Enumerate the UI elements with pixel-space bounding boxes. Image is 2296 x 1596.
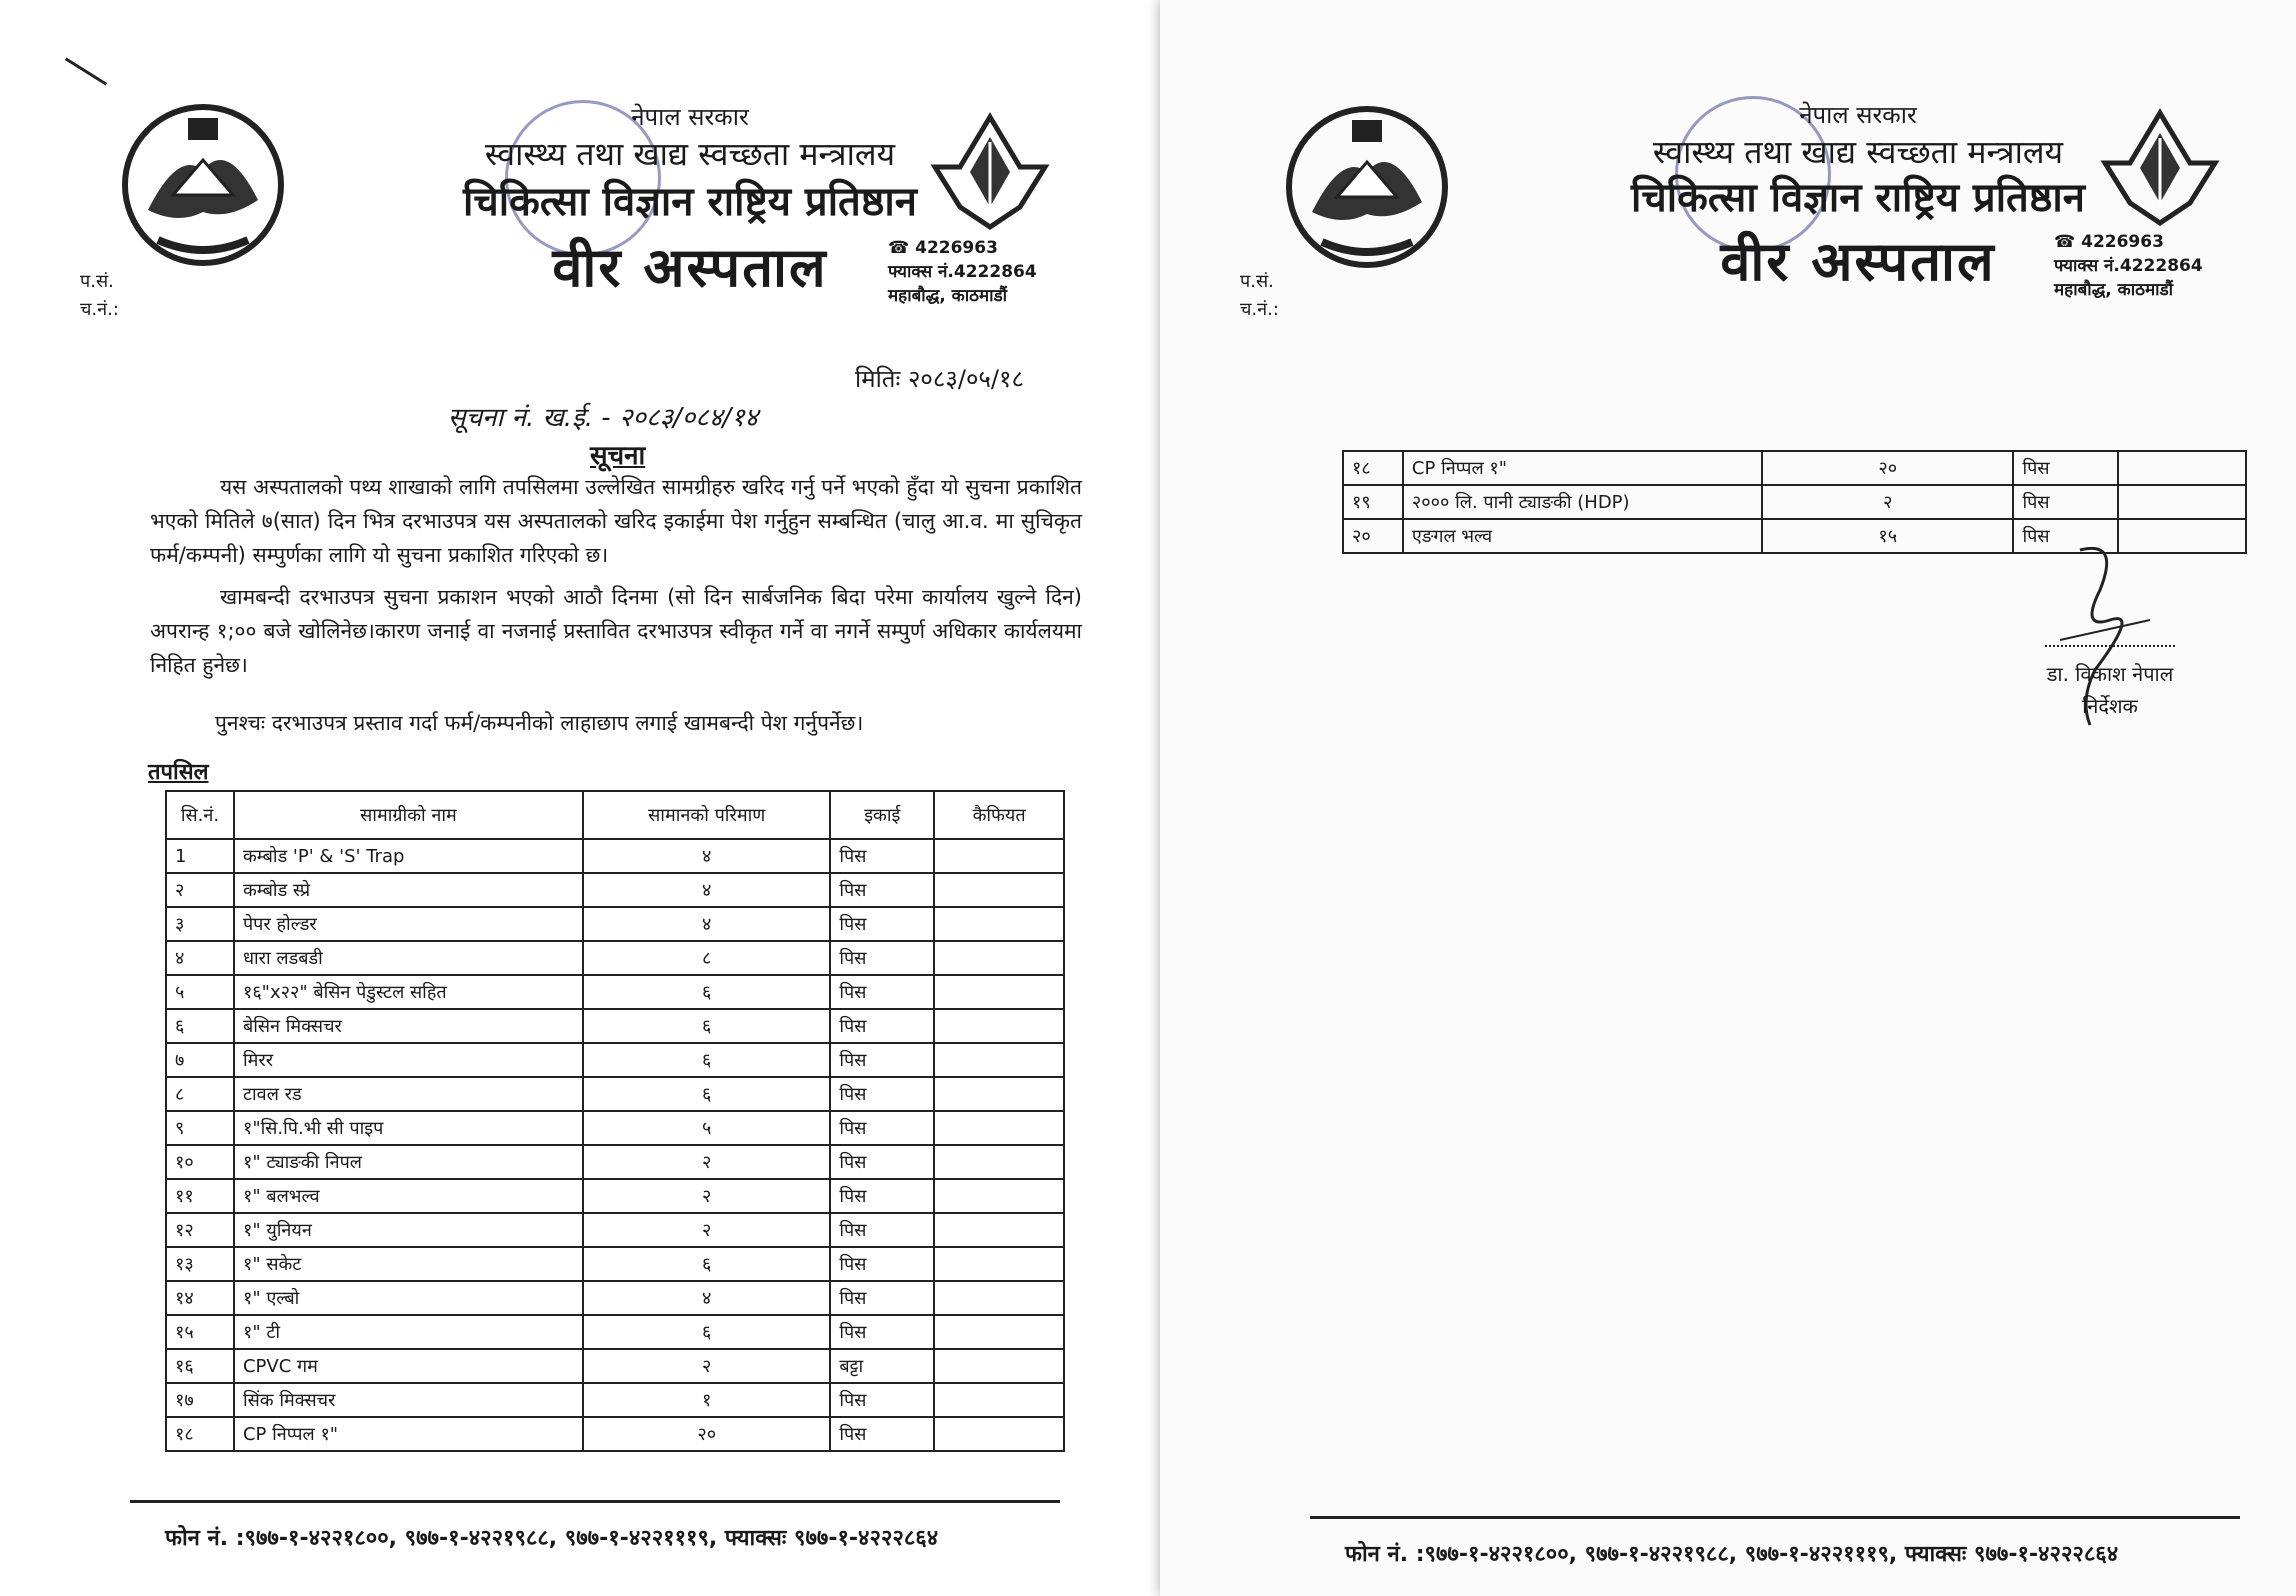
items-table-continued bbox=[1342, 450, 2247, 554]
cell-quantity: २ bbox=[1762, 485, 2013, 519]
table-header-row bbox=[166, 791, 1064, 839]
header-serial: सि.नं. bbox=[166, 791, 234, 839]
notice-date: मितिः २०८३/०५/१८ bbox=[855, 365, 1024, 393]
cell-unit: बट्टा bbox=[830, 1349, 934, 1383]
address: महाबौद्ध, काठमाडौं bbox=[888, 286, 1008, 306]
cell-remarks bbox=[934, 1247, 1064, 1281]
cell-unit: पिस bbox=[830, 1247, 934, 1281]
table-row bbox=[166, 1213, 1064, 1247]
header-remarks: कैफियत bbox=[934, 791, 1064, 839]
cell-serial: १३ bbox=[166, 1247, 234, 1281]
table-row bbox=[166, 1315, 1064, 1349]
government-name: नेपाल सरकार bbox=[631, 103, 749, 131]
footer-divider bbox=[130, 1500, 1060, 1503]
cell-quantity: ४ bbox=[583, 907, 830, 941]
notice-paragraph-3: पुनश्चः दरभाउपत्र प्रस्ताव गर्दा फर्म/कम्पनीको लाहाछाप लगाई खामबन्दी पेश गर्नुपर्नेछ। bbox=[215, 711, 864, 735]
cell-unit: पिस bbox=[830, 1281, 934, 1315]
cell-item-name: १" बलभल्व bbox=[234, 1179, 583, 1213]
hospital-name: वीर अस्पताल bbox=[1720, 230, 1996, 293]
cell-quantity: ६ bbox=[583, 975, 830, 1009]
cell-quantity: ४ bbox=[583, 873, 830, 907]
ministry-name: स्वास्थ्य तथा खाद्य स्वच्छता मन्त्रालय bbox=[1652, 133, 2064, 171]
cell-item-name: एङगल भल्व bbox=[1403, 519, 1762, 553]
cell-remarks bbox=[2118, 451, 2246, 485]
cell-unit: पिस bbox=[830, 1111, 934, 1145]
cell-remarks bbox=[934, 1383, 1064, 1417]
table-row bbox=[166, 1009, 1064, 1043]
footer-divider bbox=[1310, 1516, 2240, 1519]
cell-remarks bbox=[934, 941, 1064, 975]
cell-remarks bbox=[934, 1213, 1064, 1247]
cell-serial: २० bbox=[1343, 519, 1403, 553]
ps-label: प.सं. bbox=[80, 271, 114, 292]
cell-serial: ३ bbox=[166, 907, 234, 941]
contact-block bbox=[888, 236, 1037, 308]
cell-item-name: पेपर होल्डर bbox=[234, 907, 583, 941]
table-row bbox=[166, 907, 1064, 941]
pen-mark bbox=[65, 58, 107, 86]
cell-serial: ४ bbox=[166, 941, 234, 975]
cell-item-name: CP निप्पल १" bbox=[234, 1417, 583, 1451]
institute-name: चिकित्सा विज्ञान राष्ट्रिय प्रतिष्ठान bbox=[1631, 175, 2085, 221]
cell-unit: पिस bbox=[2013, 451, 2118, 485]
cell-serial: ६ bbox=[166, 1009, 234, 1043]
cell-item-name: १"सि.पि.भी सी पाइप bbox=[234, 1111, 583, 1145]
cell-serial: १६ bbox=[166, 1349, 234, 1383]
cell-remarks bbox=[934, 839, 1064, 873]
table-row bbox=[166, 1281, 1064, 1315]
cell-unit: पिस bbox=[2013, 485, 2118, 519]
cell-item-name: २००० लि. पानी ट्याङकी (HDP) bbox=[1403, 485, 1762, 519]
cell-serial: १५ bbox=[166, 1315, 234, 1349]
cell-serial: ११ bbox=[166, 1179, 234, 1213]
cell-quantity: ६ bbox=[583, 1247, 830, 1281]
cell-serial: १७ bbox=[166, 1383, 234, 1417]
cell-unit: पिस bbox=[2013, 519, 2118, 553]
address: महाबौद्ध, काठमाडौं bbox=[2054, 280, 2174, 300]
cell-item-name: १" ट्याङकी निपल bbox=[234, 1145, 583, 1179]
notice-number: सूचना नं. ख.ई. - २०८३/०८४/१४ bbox=[448, 403, 759, 433]
cell-item-name: १" टी bbox=[234, 1315, 583, 1349]
cell-quantity: ६ bbox=[583, 1043, 830, 1077]
cell-item-name: १६"x२२" बेसिन पेडुस्टल सहित bbox=[234, 975, 583, 1009]
cell-item-name: सिंक मिक्सचर bbox=[234, 1383, 583, 1417]
cell-unit: पिस bbox=[830, 907, 934, 941]
header-item-name: सामाग्रीको नाम bbox=[234, 791, 583, 839]
table-row bbox=[166, 1349, 1064, 1383]
phone-number: 4226963 bbox=[915, 238, 998, 258]
schedule-heading: तपसिल bbox=[148, 760, 209, 785]
table-row bbox=[166, 975, 1064, 1009]
cell-remarks bbox=[2118, 485, 2246, 519]
table-row bbox=[166, 1383, 1064, 1417]
ps-label: प.सं. bbox=[1240, 271, 1274, 292]
cell-serial: १२ bbox=[166, 1213, 234, 1247]
cell-quantity: ८ bbox=[583, 941, 830, 975]
cell-serial: १९ bbox=[1343, 485, 1403, 519]
cell-unit: पिस bbox=[830, 1179, 934, 1213]
cell-item-name: १" युनियन bbox=[234, 1213, 583, 1247]
cell-remarks bbox=[934, 1349, 1064, 1383]
cell-unit: पिस bbox=[830, 873, 934, 907]
table-row bbox=[1343, 451, 2246, 485]
cell-remarks bbox=[934, 1009, 1064, 1043]
fax-number: फ्याक्स नं.4222864 bbox=[888, 262, 1037, 282]
cell-remarks bbox=[934, 1111, 1064, 1145]
table-row bbox=[166, 873, 1064, 907]
cell-quantity: ६ bbox=[583, 1077, 830, 1111]
cell-item-name: १" एल्बो bbox=[234, 1281, 583, 1315]
cell-remarks bbox=[934, 1315, 1064, 1349]
cell-quantity: २ bbox=[583, 1145, 830, 1179]
reference-labels bbox=[80, 268, 119, 324]
table-row bbox=[1343, 485, 2246, 519]
table-row bbox=[166, 1077, 1064, 1111]
phone-icon: ☎ bbox=[888, 238, 910, 258]
notice-page-2 bbox=[1160, 0, 2296, 1596]
cell-quantity: १५ bbox=[1762, 519, 2013, 553]
signatory bbox=[2010, 658, 2210, 722]
table-row bbox=[166, 1111, 1064, 1145]
header-unit: इकाई bbox=[830, 791, 934, 839]
cell-unit: पिस bbox=[830, 1213, 934, 1247]
cell-unit: पिस bbox=[830, 1077, 934, 1111]
cell-quantity: १ bbox=[583, 1383, 830, 1417]
table-row bbox=[166, 1145, 1064, 1179]
cell-serial: १० bbox=[166, 1145, 234, 1179]
cell-item-name: बेसिन मिक्सचर bbox=[234, 1009, 583, 1043]
government-name: नेपाल सरकार bbox=[1799, 101, 1917, 129]
table-row bbox=[166, 839, 1064, 873]
cell-item-name: टावल रड bbox=[234, 1077, 583, 1111]
cell-quantity: २ bbox=[583, 1349, 830, 1383]
chn-label: च.नं.: bbox=[1240, 299, 1279, 320]
chn-label: च.नं.: bbox=[80, 299, 119, 320]
cell-quantity: ५ bbox=[583, 1111, 830, 1145]
fax-number: फ्याक्स नं.4222864 bbox=[2054, 256, 2203, 276]
cell-unit: पिस bbox=[830, 941, 934, 975]
cell-remarks bbox=[934, 907, 1064, 941]
cell-item-name: कम्बोड स्प्रे bbox=[234, 873, 583, 907]
contact-block bbox=[2054, 230, 2203, 302]
table-row bbox=[166, 1247, 1064, 1281]
cell-serial: ५ bbox=[166, 975, 234, 1009]
signatory-title: निर्देशक bbox=[2082, 694, 2138, 718]
notice-title: सूचना bbox=[590, 441, 646, 471]
cell-quantity: २ bbox=[583, 1213, 830, 1247]
cell-item-name: CPVC गम bbox=[234, 1349, 583, 1383]
signature-line bbox=[2045, 645, 2175, 647]
signatory-name: डा. विकाश नेपाल bbox=[2046, 662, 2174, 686]
institute-name: चिकित्सा विज्ञान राष्ट्रिय प्रतिष्ठान bbox=[463, 179, 917, 225]
cell-serial: १८ bbox=[166, 1417, 234, 1451]
cell-quantity: ६ bbox=[583, 1009, 830, 1043]
cell-item-name: CP निप्पल १" bbox=[1403, 451, 1762, 485]
cell-remarks bbox=[934, 1281, 1064, 1315]
cell-quantity: २ bbox=[583, 1179, 830, 1213]
cell-serial: ९ bbox=[166, 1111, 234, 1145]
cell-serial: ७ bbox=[166, 1043, 234, 1077]
cell-remarks bbox=[934, 1043, 1064, 1077]
cell-unit: पिस bbox=[830, 975, 934, 1009]
table-row bbox=[166, 941, 1064, 975]
cell-item-name: कम्बोड 'P' & 'S' Trap bbox=[234, 839, 583, 873]
cell-quantity: ४ bbox=[583, 1281, 830, 1315]
cell-item-name: १" सकेट bbox=[234, 1247, 583, 1281]
cell-quantity: २० bbox=[1762, 451, 2013, 485]
ministry-name: स्वास्थ्य तथा खाद्य स्वच्छता मन्त्रालय bbox=[484, 135, 896, 173]
notice-paragraph-2: खामबन्दी दरभाउपत्र सुचना प्रकाशन भएको आठौ दिनमा (सो दिन सार्बजनिक बिदा परेमा कार्यालय खुल्ने दिन) अपरान्ह १;०० बजे खोलिनेछ।कारण जनाई वा नजनाई प्रस्तावित दरभाउपत्र स्वीकृत गर्ने वा नगर्ने सम्पुर्ण अधिकार कार्यलयमा निहित हुनेछ। bbox=[150, 585, 1082, 677]
cell-quantity: ६ bbox=[583, 1315, 830, 1349]
cell-serial: ८ bbox=[166, 1077, 234, 1111]
table-row bbox=[166, 1179, 1064, 1213]
cell-serial: 1 bbox=[166, 839, 234, 873]
phone-icon: ☎ bbox=[2054, 232, 2076, 252]
cell-quantity: २० bbox=[583, 1417, 830, 1451]
cell-serial: १४ bbox=[166, 1281, 234, 1315]
cell-item-name: धारा लडबडी bbox=[234, 941, 583, 975]
cell-remarks bbox=[934, 873, 1064, 907]
cell-remarks bbox=[934, 1145, 1064, 1179]
reference-labels bbox=[1240, 268, 1279, 324]
header-quantity: सामानको परिमाण bbox=[583, 791, 830, 839]
table-row bbox=[166, 1417, 1064, 1451]
cell-unit: पिस bbox=[830, 1315, 934, 1349]
hospital-name: वीर अस्पताल bbox=[552, 236, 828, 299]
cell-unit: पिस bbox=[830, 1383, 934, 1417]
cell-unit: पिस bbox=[830, 1009, 934, 1043]
cell-remarks bbox=[934, 1077, 1064, 1111]
cell-item-name: मिरर bbox=[234, 1043, 583, 1077]
table-row bbox=[166, 1043, 1064, 1077]
notice-paragraph-1: यस अस्पतालको पथ्य शाखाको लागि तपसिलमा उल्लेखित सामग्रीहरु खरिद गर्नु पर्ने भएको हुँदा यो सुचना प्रकाशित भएको मितिले ७(सात) दिन भित्र दरभाउपत्र यस अस्पतालको खरिद इकाईमा पेश गर्नुहुन सम्बन्धित (चालु आ.व. मा सुचिकृत फर्म/कम्पनी) सम्पुर्णका लागि यो सुचना प्रकाशित गरिएको छ। bbox=[150, 475, 1082, 567]
phone-number: 4226963 bbox=[2081, 232, 2164, 252]
cell-quantity: ४ bbox=[583, 839, 830, 873]
items-table bbox=[165, 790, 1065, 1452]
cell-serial: १८ bbox=[1343, 451, 1403, 485]
footer-contact: फोन नं. :९७७-१-४२२१८००, ९७७-१-४२२१९८८, ९७७-१-४२२१११९, फ्याक्सः ९७७-१-४२२२८६४ bbox=[165, 1526, 939, 1551]
cell-unit: पिस bbox=[830, 1417, 934, 1451]
footer-contact: फोन नं. :९७७-१-४२२१८००, ९७७-१-४२२१९८८, ९७७-१-४२२१११९, फ्याक्सः ९७७-१-४२२२८६४ bbox=[1345, 1542, 2119, 1567]
cell-unit: पिस bbox=[830, 839, 934, 873]
cell-remarks bbox=[934, 1417, 1064, 1451]
cell-unit: पिस bbox=[830, 1145, 934, 1179]
cell-remarks bbox=[934, 975, 1064, 1009]
cell-remarks bbox=[934, 1179, 1064, 1213]
cell-serial: २ bbox=[166, 873, 234, 907]
cell-unit: पिस bbox=[830, 1043, 934, 1077]
